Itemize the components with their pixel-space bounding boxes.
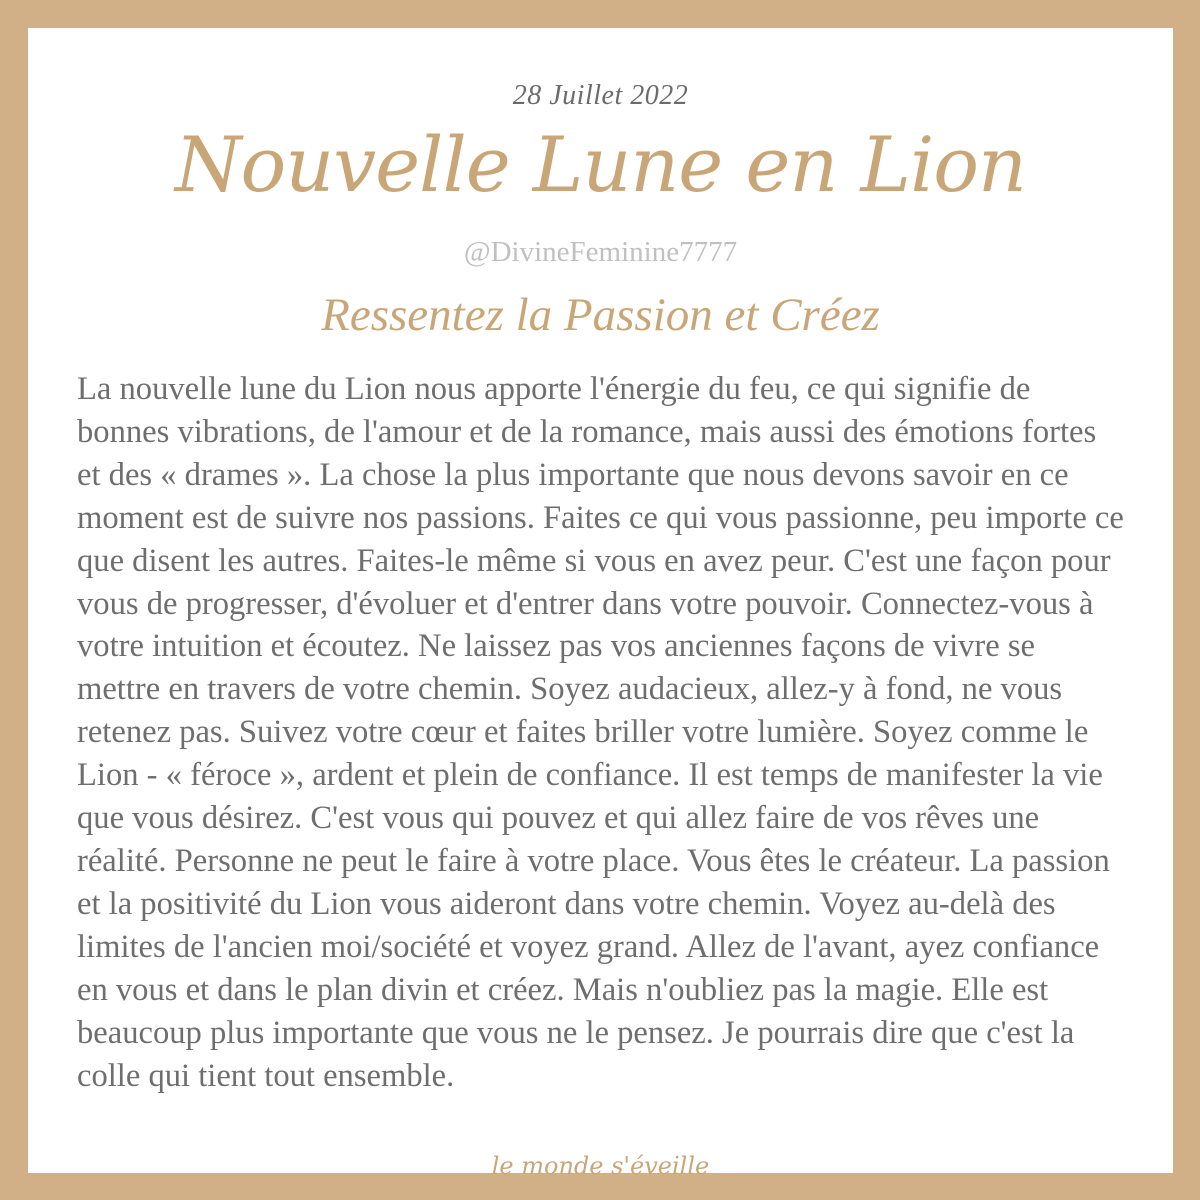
post-card (28, 28, 1173, 1180)
post-title: Nouvelle Lune en Lion (175, 120, 1026, 209)
author-handle: @DivineFeminine7777 (463, 236, 738, 268)
post-body: La nouvelle lune du Lion nous apporte l'énergie du feu, ce qui signifie de bonnes vibrations, de l'amour et de la romance, mais aussi des émotions fortes et des « drames ». La chose la plus importante que nous devons savoir en ce moment est de suivre nos passions. Faites ce qui vous passionne, peu importe ce que disent les autres. Faites-le même si vous en avez peur. C'est une façon pour vous de progresser, d'évoluer et d'entrer dans votre pouvoir. Connectez-vous à votre intuition et écoutez. Ne laissez pas vos anciennes façons de vivre se mettre en travers de votre chemin. Soyez audacieux, allez-y à fond, ne vous retenez pas. Suivez votre cœur et faites briller votre lumière. Soyez comme le Lion - « féroce », ardent et plein de confiance. Il est temps de manifester la vie que vous désirez. C'est vous qui pouvez et qui allez faire de vos rêves une réalité. Personne ne peut le faire à votre place. Vous êtes le créateur. La passion et la positivité du Lion vous aideront dans votre chemin. Voyez au-delà des limites de l'ancien moi/société et voyez grand. Allez de l'avant, ayez confiance en vous et dans le plan divin et créez. Mais n'oubliez pas la magie. Elle est beaucoup plus importante que vous ne le pensez. Je pourrais dire que c'est la colle qui tient tout ensemble. (77, 371, 1124, 1094)
signature: le monde s'éveille (491, 1152, 710, 1180)
post-date: 28 Juillet 2022 (512, 80, 689, 111)
post-subtitle: Ressentez la Passion et Créez (321, 289, 880, 341)
